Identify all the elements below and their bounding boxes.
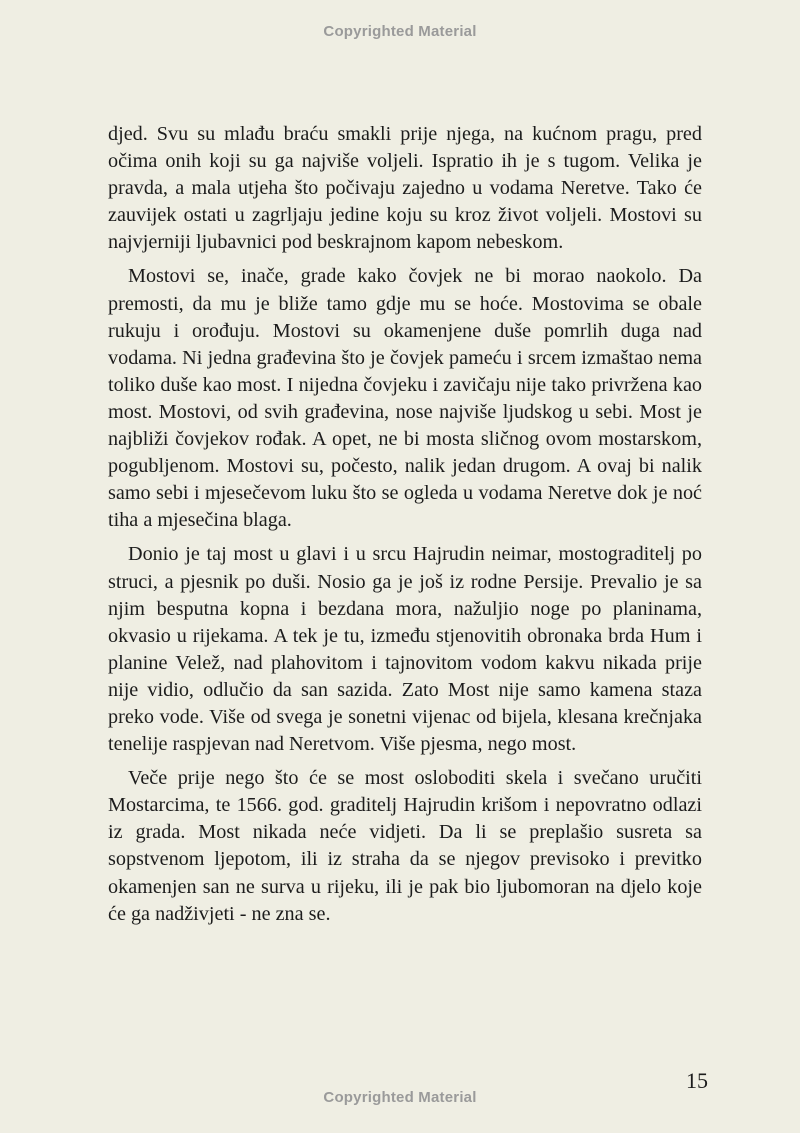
- copyright-watermark-top: Copyrighted Material: [323, 23, 477, 40]
- paragraph-4: Veče prije nego što će se most osloboditi skela i svečano uručiti Mostarcima, te 1566. god. graditelj Hajrudin krišom i nepovratno odlazi iz grada. Most nikada neće vidjeti. Da li se preplašio susreta sa sopstvenom ljepotom, ili iz straha da se njegov previsoko i previtko okamenjen san ne surva u rijeku, ili je pak bio ljubomoran na djelo koje će ga nadživjeti - ne zna se.: [108, 767, 702, 925]
- paragraph-1: djed. Svu su mlađu braću smakli prije njega, na kućnom pragu, pred očima onih koji su ga najviše voljeli. Ispratio ih je s tugom. Velika je pravda, a mala utjeha što počivaju zajedno u vodama Neretve. Tako će zauvijek ostati u zagrljaju jedine koju su kroz život voljeli. Mostovi su najvjerniji ljubavnici pod beskrajnom kapom nebeskom.: [108, 123, 702, 254]
- paragraph-3: Donio je taj most u glavi i u srcu Hajrudin neimar, mostograditelj po struci, a pjesnik po duši. Nosio ga je još iz rodne Persije. Prevalio je sa njim besputna kopna i bezdana mora, nažuljio noge po planinama, okvasio u rijekama. A tek je tu, između stjenovitih obronaka brda Hum i planine Velež, nad plahovitom i tajnovitom vodom kakvu nikada prije nije vidio, odlučio da san sazida. Zato Most nije samo kamena staza preko vode. Više od svega je sonetni vijenac od bijela, klesana krečnjaka tenelije raspjevan nad Neretvom. Više pjesma, nego most.: [108, 543, 702, 756]
- page-number: 15: [686, 1068, 708, 1093]
- page-body-text: [108, 121, 702, 928]
- paragraph-2: Mostovi se, inače, grade kako čovjek ne bi morao naokolo. Da premosti, da mu je bliže tamo gdje mu se hoće. Mostovima se obale rukuju i orođuju. Mostovi su okamenjene duše pomrlih duga nad vodama. Ni jedna građevina što je čovjek pameću i srcem izmaštao nema toliko duše kao most. I nijedna čovjeku i zavičaju nije tako privržena kao most. Mostovi, od svih građevina, nose najviše ljudskog u sebi. Most je najbliži čovjekov rođak. A opet, ne bi mosta sličnog ovom mostarskom, pogubljenom. Mostovi su, počesto, nalik jedan drugom. A ovaj bi nalik samo sebi i mjesečevom luku što se ogleda u vodama Neretve dok je noć tiha a mjesečina blaga.: [108, 265, 702, 532]
- copyright-watermark-bottom: Copyrighted Material: [323, 1089, 477, 1106]
